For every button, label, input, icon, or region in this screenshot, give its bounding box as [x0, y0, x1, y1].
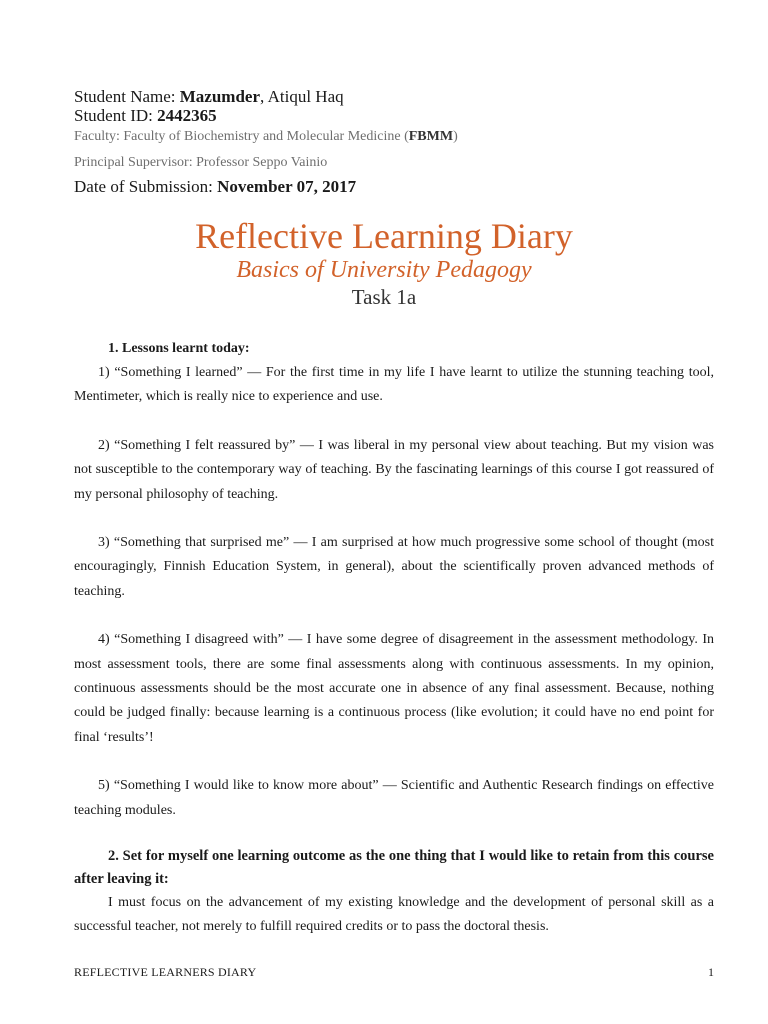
diary-body — [74, 340, 714, 939]
lesson-item-1: 1) “Something I learned” — For the first time in my life I have learnt to utilize the stunning teaching tool, Mentimeter, which is really nice to experience and use. — [74, 365, 714, 405]
document-title: Reflective Learning Diary — [195, 216, 573, 256]
lesson-item-2: 2) “Something I felt reassured by” — I was liberal in my personal view about teaching. But my vision was not susceptible to the contemporary way of teaching. By the fascinating learnings of this course I got reassured of my personal philosophy of teaching. — [74, 437, 714, 502]
student-id-label: Student ID: — [74, 106, 158, 125]
lesson-item-4: 4) “Something I disagreed with” — I have some degree of disagreement in the assessment methodology. In most assessment tools, there are some final assessments along with continuous assessments. In my opinion, continuous assessments should be the most accurate one in absence of any final assessment. Because, nothing could be judged finally: because learning is a continuous process (like evolution; it could have no end point for final ‘results’! — [74, 632, 714, 745]
student-name-label: Student Name: — [74, 87, 180, 106]
document-subtitle: Basics of University Pedagogy — [236, 257, 532, 283]
student-info-header — [74, 87, 714, 197]
section-1-heading: 1. Lessons learnt today: — [108, 341, 250, 356]
section-2-heading: 2. Set for myself one learning outcome as the one thing that I would like to retain from this course after leaving it: — [74, 848, 714, 888]
student-first-names: , Atiqul Haq — [260, 87, 344, 106]
section-2-body: I must focus on the advancement of my existing knowledge and the development of personal skill as a successful teacher, not merely to fulfill required credits or to pass the doctoral thesis. — [74, 895, 714, 935]
footer-running-title: REFLECTIVE LEARNERS DIARY — [74, 965, 257, 979]
submission-date-label: Date of Submission: — [74, 177, 218, 196]
submission-date-line — [74, 177, 714, 197]
student-id-line — [74, 106, 714, 125]
faculty-close: ) — [453, 129, 458, 144]
lesson-item-5: 5) “Something I would like to know more about” — Scientific and Authentic Research findings on effective teaching modules. — [74, 778, 714, 818]
supervisor-line: Principal Supervisor: Professor Seppo Vainio — [74, 155, 328, 170]
faculty-line — [74, 127, 714, 147]
student-name-line — [74, 87, 714, 106]
student-id-value: 2442365 — [157, 106, 217, 125]
lesson-item-3: 3) “Something that surprised me” — I am surprised at how much progressive some school of thought (most encouragingly, Finnish Education System, in general), about the scientifically proven advanced methods of teaching. — [74, 535, 714, 599]
task-label: Task 1a — [351, 285, 417, 309]
page-number: 1 — [708, 965, 714, 979]
faculty-label: Faculty: Faculty of Biochemistry and Molecular Medicine ( — [74, 129, 409, 144]
submission-date-value: November 07, 2017 — [217, 177, 357, 196]
faculty-abbr: FBMM — [408, 129, 454, 144]
student-last-name: Mazumder — [179, 87, 261, 106]
